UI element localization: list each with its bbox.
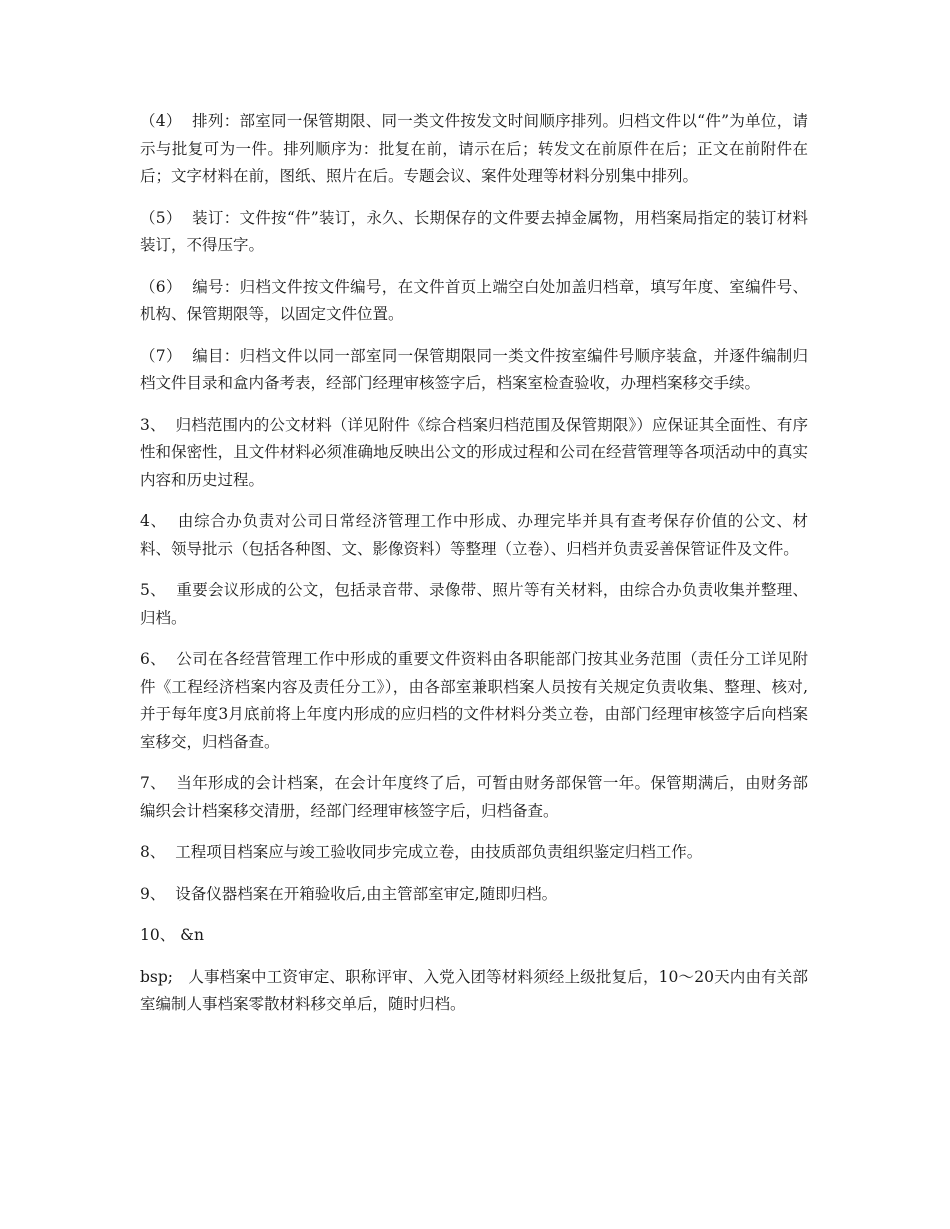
paragraph-item-8: 8、 工程项目档案应与竣工验收同步完成立卷，由技质部负责组织鉴定归档工作。 [140,843,703,861]
paragraph-item-5: 5、 重要会议形成的公文，包括录音带、录像带、照片等有关材料，由综合办负责收集并整理、归档。 [140,581,808,627]
paragraph-item-4: 4、 由综合办负责对公司日常经济管理工作中形成、办理完毕并具有查考保存价值的公文、材料、领导批示（包括各种图、文、影像资料）等整理（立卷）、归档并负责妥善保管证件及文件。 [140,512,808,558]
paragraph-item-3: 3、 归档范围内的公文材料（详见附件《综合档案归档范围及保管期限》）应保证其全面性、有序性和保密性，且文件材料必须准确地反映出公文的形成过程和公司在经营管理等各项活动中的真实内容和历史过程。 [140,415,808,489]
paragraph-5-binding: （5） 装订：文件按“件”装订，永久、长期保存的文件要去掉金属物，用档案局指定的装订材料装订，不得压字。 [140,208,808,254]
paragraph-item-10-continued: bsp; 人事档案中工资审定、职称评审、入党入团等材料须经上级批复后，10～20天内由有关部室编制人事档案零散材料移交单后，随时归档。 [140,967,808,1013]
paragraph-4-arrangement: （4） 排列：部室同一保管期限、同一类文件按发文时间顺序排列。归档文件以“件”为单位，请示与批复可为一件。排列顺序为：批复在前，请示在后；转发文在前原件在后；正文在前附件在后；文字材料在前，图纸、照片在后。专题会议、案件处理等材料分别集中排列。 [140,112,808,185]
paragraph-item-6: 6、 公司在各经营管理工作中形成的重要文件资料由各职能部门按其业务范围（责任分工详见附件《工程经济档案内容及责任分工》），由各部室兼职档案人员按有关规定负责收集、整理、核对,并于每年度3月底前将上年度内形成的应归档的文件材料分类立卷，由部门经理审核签字后向档案室移交，归档备查。 [140,650,808,751]
paragraph-6-numbering: （6） 编号：归档文件按文件编号，在文件首页上端空白处加盖归档章，填写年度、室编件号、机构、保管期限等，以固定文件位置。 [140,277,808,323]
paragraph-7-cataloging: （7） 编目：归档文件以同一部室同一保管期限同一类文件按室编件号顺序装盒，并逐件编制归档文件目录和盒内备考表，经部门经理审核签字后，档案室检查验收，办理档案移交手续。 [140,346,808,392]
paragraph-item-9: 9、 设备仪器档案在开箱验收后,由主管部室审定,随即归档。 [140,884,558,903]
paragraph-item-7: 7、 当年形成的会计档案，在会计年度终了后，可暂由财务部保管一年。保管期满后，由财务部编织会计档案移交清册，经部门经理审核签字后，归档备查。 [140,774,808,820]
paragraph-item-10: 10、 &n [140,926,204,944]
document-body [140,108,808,1033]
